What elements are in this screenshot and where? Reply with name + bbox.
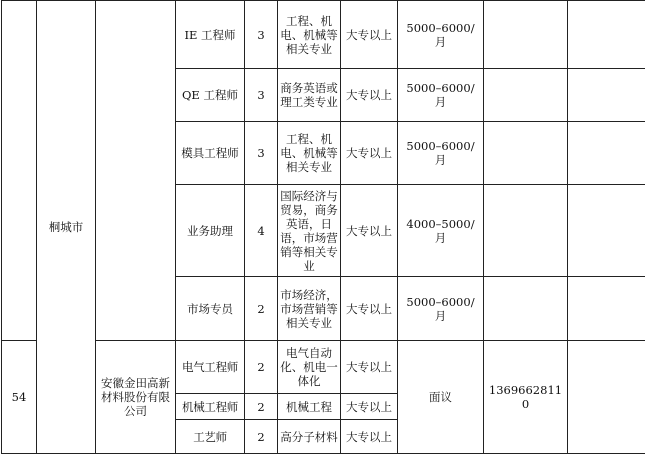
- position-cell: 机械工程师: [176, 394, 245, 420]
- major-cell: 商务英语或理工类专业: [278, 69, 341, 122]
- contact-cell-empty: [484, 122, 568, 185]
- salary-cell: 面议: [398, 341, 484, 454]
- education-cell: 大专以上: [341, 69, 398, 122]
- count-cell: 4: [245, 185, 278, 277]
- contact-cell-empty: [484, 1, 568, 69]
- index-cell-empty: [2, 1, 37, 341]
- education-cell: 大专以上: [341, 394, 398, 420]
- major-cell: 市场经济，市场营销等相关专业: [278, 277, 341, 341]
- city-cell: 桐城市: [37, 1, 96, 454]
- contact-cell-empty: [484, 69, 568, 122]
- position-cell: 电气工程师: [176, 341, 245, 394]
- table-row: [2, 1, 645, 69]
- count-cell: 3: [245, 69, 278, 122]
- contact-cell-empty: [484, 185, 568, 277]
- education-cell: 大专以上: [341, 1, 398, 69]
- major-cell: 高分子材料: [278, 420, 341, 454]
- count-cell: 2: [245, 341, 278, 394]
- major-cell: 工程、机电、机械等相关专业: [278, 1, 341, 69]
- contact-cell-empty: [484, 277, 568, 341]
- salary-cell: 5000–6000/ 月: [398, 122, 484, 185]
- salary-cell: 5000–6000/ 月: [398, 69, 484, 122]
- count-cell: 2: [245, 394, 278, 420]
- company-cell: 安徽金田高新材料股份有限公司: [96, 341, 176, 454]
- position-cell: 业务助理: [176, 185, 245, 277]
- education-cell: 大专以上: [341, 122, 398, 185]
- contact-cell: 13696628110: [484, 341, 568, 454]
- count-cell: 2: [245, 277, 278, 341]
- remark-cell-empty: [568, 341, 645, 454]
- major-cell: 国际经济与贸易，商务英语，日语，市场营销等相关专业: [278, 185, 341, 277]
- index-cell: 54: [2, 341, 37, 454]
- remark-cell-empty: [568, 69, 645, 122]
- remark-cell-empty: [568, 185, 645, 277]
- position-cell: IE 工程师: [176, 1, 245, 69]
- position-cell: 市场专员: [176, 277, 245, 341]
- count-cell: 3: [245, 122, 278, 185]
- position-cell: 模具工程师: [176, 122, 245, 185]
- major-cell: 机械工程: [278, 394, 341, 420]
- major-cell: 电气自动化、机电一体化: [278, 341, 341, 394]
- salary-cell: 4000–5000/ 月: [398, 185, 484, 277]
- education-cell: 大专以上: [341, 277, 398, 341]
- company-cell-empty: [96, 1, 176, 341]
- count-cell: 3: [245, 1, 278, 69]
- position-cell: 工艺师: [176, 420, 245, 454]
- remark-cell-empty: [568, 122, 645, 185]
- salary-cell: 5000–6000/ 月: [398, 1, 484, 69]
- education-cell: 大专以上: [341, 341, 398, 394]
- education-cell: 大专以上: [341, 185, 398, 277]
- salary-cell: 5000–6000/ 月: [398, 277, 484, 341]
- table-row: [2, 341, 645, 394]
- education-cell: 大专以上: [341, 420, 398, 454]
- position-cell: QE 工程师: [176, 69, 245, 122]
- job-table: [1, 0, 645, 454]
- count-cell: 2: [245, 420, 278, 454]
- remark-cell-empty: [568, 1, 645, 69]
- remark-cell-empty: [568, 277, 645, 341]
- major-cell: 工程、机电、机械等相关专业: [278, 122, 341, 185]
